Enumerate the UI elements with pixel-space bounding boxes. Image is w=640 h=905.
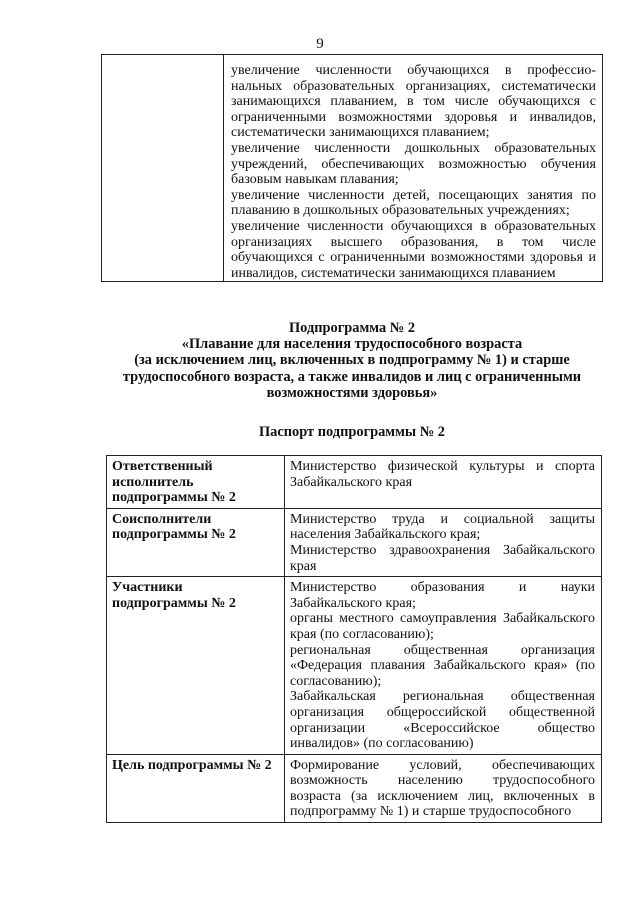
subprogram-heading-line: Подпрограмма № 2: [288, 320, 416, 336]
passport-value-paragraph: органы местного самоуправления Забайкальского края (по согласованию);: [290, 611, 595, 642]
passport-label: Участники подпрограммы № 2: [107, 577, 285, 755]
page-number: 9: [316, 36, 324, 52]
table-row: [107, 456, 602, 509]
subprogram-heading-line: (за исключением лиц, включенных в подпрограмму № 1) и старше: [134, 352, 570, 369]
passport-value-paragraph: Формирование условий, обеспечивающих возможность населению трудоспособного возраста (за исключением лиц, включенных в подпрограмму № 1) и старше трудоспособного: [290, 757, 595, 820]
passport-table: [106, 455, 602, 823]
passport-value-paragraph: Министерство физической культуры и спорта Забайкальского края: [290, 459, 595, 490]
table-row: [107, 508, 602, 576]
passport-value: [285, 456, 602, 509]
passport-value: [285, 508, 602, 576]
target-indicator-paragraph: увеличение численности обучающихся в образовательных организациях высшего образования, в том числе обучающихся с ограниченными возможностями здоровья и инвалидов, систематически занимающихся плаванием: [231, 218, 596, 281]
subprogram-heading-line: возможностями здоровья»: [266, 384, 438, 401]
passport-label: Ответственный исполнитель подпрограммы № 2: [107, 456, 285, 509]
passport-label: Цель подпрограммы № 2: [107, 754, 285, 822]
table-row: [107, 754, 602, 822]
top-table-left-cell: [102, 55, 224, 282]
target-indicator-paragraph: увеличение численности обучающихся в профессио-нальных образовательных организациях, систематически занимающихся плаванием, в том числе обучающихся с ограниченными возможностями здоровья и инвалидов, систематически занимающихся плаванием;: [231, 63, 596, 141]
passport-value-paragraph: Забайкальская региональная общественная организация общероссийской общественной организации «Всероссийское общество инвалидов» (по согласованию): [290, 689, 595, 752]
subprogram-heading-line: «Плавание для населения трудоспособного возраста: [181, 336, 523, 353]
table-row: [102, 55, 603, 282]
subprogram-heading: [101, 320, 603, 401]
top-table-right-cell: [224, 55, 603, 282]
target-indicator-paragraph: увеличение численности детей, посещающих занятия по плаванию в дошкольных образовательных учреждениях;: [231, 187, 596, 219]
passport-value: [285, 577, 602, 755]
subprogram-heading-line: трудоспособного возраста, а также инвалидов и лиц с ограниченными: [122, 368, 582, 385]
passport-title: Паспорт подпрограммы № 2: [258, 424, 445, 440]
passport-label: Соисполнители подпрограммы № 2: [107, 508, 285, 576]
target-indicator-paragraph: увеличение численности дошкольных образовательных учреждений, обеспечивающих возможностью обучения базовым навыкам плавания;: [231, 140, 596, 188]
passport-value: [285, 754, 602, 822]
passport-value-paragraph: Министерство труда и социальной защиты населения Забайкальского края;: [290, 511, 595, 543]
table-row: [107, 577, 602, 755]
passport-value-paragraph: Министерство образования и науки Забайкальского края;: [290, 580, 595, 611]
passport-value-paragraph: Министерство здравоохранения Забайкальского края: [290, 542, 595, 574]
top-table: [101, 54, 603, 282]
passport-value-paragraph: региональная общественная организация «Федерация плавания Забайкальского края» (по согласованию);: [290, 642, 595, 689]
